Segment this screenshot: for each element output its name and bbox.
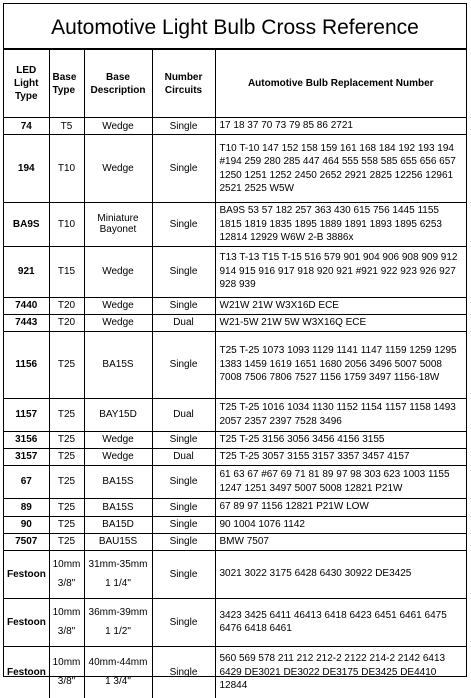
length-imperial: 1 1/2" bbox=[105, 626, 131, 637]
base-type-cell: T20 bbox=[49, 314, 84, 331]
base-description-cell: Wedge bbox=[84, 448, 152, 465]
table-row bbox=[4, 533, 466, 550]
replacement-numbers-cell: 67 89 97 1156 12821 P21W LOW bbox=[215, 498, 466, 516]
base-type-cell: T5 bbox=[49, 118, 84, 135]
base-size-metric: 10mm bbox=[52, 607, 81, 618]
cross-reference-sheet bbox=[3, 3, 467, 691]
base-size-imperial: 3/8" bbox=[57, 578, 76, 589]
table-row bbox=[4, 203, 466, 247]
circuits-cell: Single bbox=[152, 598, 215, 646]
replacement-numbers-cell: T25 T-25 3057 3155 3157 3357 3457 4157 bbox=[215, 448, 466, 465]
base-type-cell: T25 bbox=[49, 516, 84, 533]
circuits-cell: Single bbox=[152, 118, 215, 135]
table-row-festoon bbox=[4, 550, 466, 598]
base-type-cell bbox=[49, 550, 84, 598]
circuits-cell: Single bbox=[152, 498, 215, 516]
table-row bbox=[4, 431, 466, 448]
led-type-cell: 90 bbox=[4, 516, 49, 533]
table-row-festoon bbox=[4, 598, 466, 646]
base-type-cell: T25 bbox=[49, 431, 84, 448]
base-type-cell bbox=[49, 646, 84, 698]
circuits-cell: Dual bbox=[152, 448, 215, 465]
base-type-cell: T20 bbox=[49, 297, 84, 314]
replacement-numbers-cell: T10 T-10 147 152 158 159 161 168 184 192 193 194 #194 259 280 285 447 464 555 558 585 655 656 657 1250 1251 1252 2450 2652 2921 2825 12256 12961 2521 2525 W5W bbox=[215, 135, 466, 203]
base-description-cell: Wedge bbox=[84, 246, 152, 297]
base-description-cell: Wedge bbox=[84, 118, 152, 135]
circuits-cell: Single bbox=[152, 646, 215, 698]
replacement-numbers-cell: BA9S 53 57 182 257 363 430 615 756 1445 1155 1815 1819 1835 1895 1889 1891 1893 1895 6253 12814 12929 W6W 2-B 3886x bbox=[215, 203, 466, 247]
circuits-cell: Dual bbox=[152, 314, 215, 331]
base-type-cell bbox=[49, 598, 84, 646]
header-led-light-type: LED Light Type bbox=[4, 50, 49, 118]
replacement-numbers-cell: T25 T-25 1073 1093 1129 1141 1147 1159 1259 1295 1383 1459 1619 1651 1680 2056 3496 5007 5008 7008 7506 7806 7527 1156 1759 3497 1156-18W bbox=[215, 331, 466, 398]
table-row bbox=[4, 465, 466, 498]
replacement-numbers-cell: BMW 7507 bbox=[215, 533, 466, 550]
table-row bbox=[4, 135, 466, 203]
led-type-cell: Festoon bbox=[4, 598, 49, 646]
table-row-festoon bbox=[4, 646, 466, 698]
base-description-cell bbox=[84, 598, 152, 646]
base-description-cell: Wedge bbox=[84, 297, 152, 314]
replacement-numbers-cell: 560 569 578 211 212 212-2 2122 214-2 2142 6413 6429 DE3021 DE3022 DE3175 DE3425 DE4410 12844 bbox=[215, 646, 466, 698]
replacement-numbers-cell: 3423 3425 6411 46413 6418 6423 6451 6461 6475 6476 6418 6461 bbox=[215, 598, 466, 646]
header-number-circuits: Number Circuits bbox=[152, 50, 215, 118]
circuits-cell: Single bbox=[152, 331, 215, 398]
led-type-cell: BA9S bbox=[4, 203, 49, 247]
header-base-type: Base Type bbox=[49, 50, 84, 118]
base-type-cell: T25 bbox=[49, 533, 84, 550]
base-size-imperial: 3/8" bbox=[57, 676, 76, 688]
replacement-numbers-cell: W21-5W 21W 5W W3X16Q ECE bbox=[215, 314, 466, 331]
circuits-cell: Single bbox=[152, 135, 215, 203]
base-type-cell: T25 bbox=[49, 465, 84, 498]
circuits-cell: Single bbox=[152, 246, 215, 297]
circuits-cell: Single bbox=[152, 550, 215, 598]
led-type-cell: 1156 bbox=[4, 331, 49, 398]
led-type-cell: 921 bbox=[4, 246, 49, 297]
length-imperial: 1 3/4" bbox=[105, 676, 131, 688]
replacement-numbers-cell: 17 18 37 70 73 79 85 86 2721 bbox=[215, 118, 466, 135]
circuits-cell: Single bbox=[152, 297, 215, 314]
led-type-cell: 3156 bbox=[4, 431, 49, 448]
table-row bbox=[4, 118, 466, 135]
circuits-cell: Dual bbox=[152, 398, 215, 431]
led-type-cell: 67 bbox=[4, 465, 49, 498]
base-description-cell: Wedge bbox=[84, 135, 152, 203]
led-type-cell: 7443 bbox=[4, 314, 49, 331]
base-size-imperial: 3/8" bbox=[57, 626, 76, 637]
circuits-cell: Single bbox=[152, 465, 215, 498]
led-type-cell: Festoon bbox=[4, 646, 49, 698]
replacement-numbers-cell: 61 63 67 #67 69 71 81 89 97 98 303 623 1003 1155 1247 1251 3497 5007 5008 12821 P21W bbox=[215, 465, 466, 498]
circuits-cell: Single bbox=[152, 431, 215, 448]
base-description-cell bbox=[84, 550, 152, 598]
circuits-cell: Single bbox=[152, 533, 215, 550]
base-description-cell: BAY15D bbox=[84, 398, 152, 431]
base-type-cell: T15 bbox=[49, 246, 84, 297]
table-row bbox=[4, 246, 466, 297]
replacement-numbers-cell: W21W 21W W3X16D ECE bbox=[215, 297, 466, 314]
base-size-metric: 10mm bbox=[52, 559, 81, 570]
cross-reference-table bbox=[4, 49, 466, 698]
replacement-numbers-cell: 90 1004 1076 1142 bbox=[215, 516, 466, 533]
length-metric: 36mm-39mm bbox=[88, 607, 148, 618]
base-size-metric: 10mm bbox=[52, 657, 81, 669]
table-row bbox=[4, 314, 466, 331]
base-description-cell: Miniature Bayonet bbox=[84, 203, 152, 247]
base-type-cell: T25 bbox=[49, 398, 84, 431]
led-type-cell: 1157 bbox=[4, 398, 49, 431]
replacement-numbers-cell: 3021 3022 3175 6428 6430 30922 DE3425 bbox=[215, 550, 466, 598]
base-type-cell: T10 bbox=[49, 203, 84, 247]
page-title: Automotive Light Bulb Cross Reference bbox=[4, 4, 466, 49]
base-description-cell bbox=[84, 646, 152, 698]
header-replacement-number: Automotive Bulb Replacement Number bbox=[215, 50, 466, 118]
length-imperial: 1 1/4" bbox=[105, 578, 131, 589]
base-type-cell: T25 bbox=[49, 448, 84, 465]
led-type-cell: 74 bbox=[4, 118, 49, 135]
table-row bbox=[4, 498, 466, 516]
replacement-numbers-cell: T25 T-25 3156 3056 3456 4156 3155 bbox=[215, 431, 466, 448]
table-row bbox=[4, 398, 466, 431]
led-type-cell: 194 bbox=[4, 135, 49, 203]
table-row bbox=[4, 448, 466, 465]
base-description-cell: BA15S bbox=[84, 498, 152, 516]
length-metric: 31mm-35mm bbox=[88, 559, 148, 570]
table-row bbox=[4, 331, 466, 398]
led-type-cell: 3157 bbox=[4, 448, 49, 465]
replacement-numbers-cell: T13 T-13 T15 T-15 516 579 901 904 906 908 909 912 914 915 916 917 918 920 921 #921 922 923 926 927 928 939 bbox=[215, 246, 466, 297]
base-description-cell: Wedge bbox=[84, 431, 152, 448]
led-type-cell: Festoon bbox=[4, 550, 49, 598]
table-row bbox=[4, 516, 466, 533]
table-header-row bbox=[4, 50, 466, 118]
base-type-cell: T10 bbox=[49, 135, 84, 203]
base-description-cell: BA15S bbox=[84, 465, 152, 498]
base-description-cell: Wedge bbox=[84, 314, 152, 331]
length-metric: 40mm-44mm bbox=[88, 657, 148, 669]
base-type-cell: T25 bbox=[49, 498, 84, 516]
circuits-cell: Single bbox=[152, 516, 215, 533]
led-type-cell: 7507 bbox=[4, 533, 49, 550]
replacement-numbers-cell: T25 T-25 1016 1034 1130 1152 1154 1157 1158 1493 2057 2357 2397 7528 3496 bbox=[215, 398, 466, 431]
table-row bbox=[4, 297, 466, 314]
led-type-cell: 7440 bbox=[4, 297, 49, 314]
base-type-cell: T25 bbox=[49, 331, 84, 398]
led-type-cell: 89 bbox=[4, 498, 49, 516]
header-base-description: Base Description bbox=[84, 50, 152, 118]
base-description-cell: BAU15S bbox=[84, 533, 152, 550]
circuits-cell: Single bbox=[152, 203, 215, 247]
base-description-cell: BA15S bbox=[84, 331, 152, 398]
base-description-cell: BA15D bbox=[84, 516, 152, 533]
